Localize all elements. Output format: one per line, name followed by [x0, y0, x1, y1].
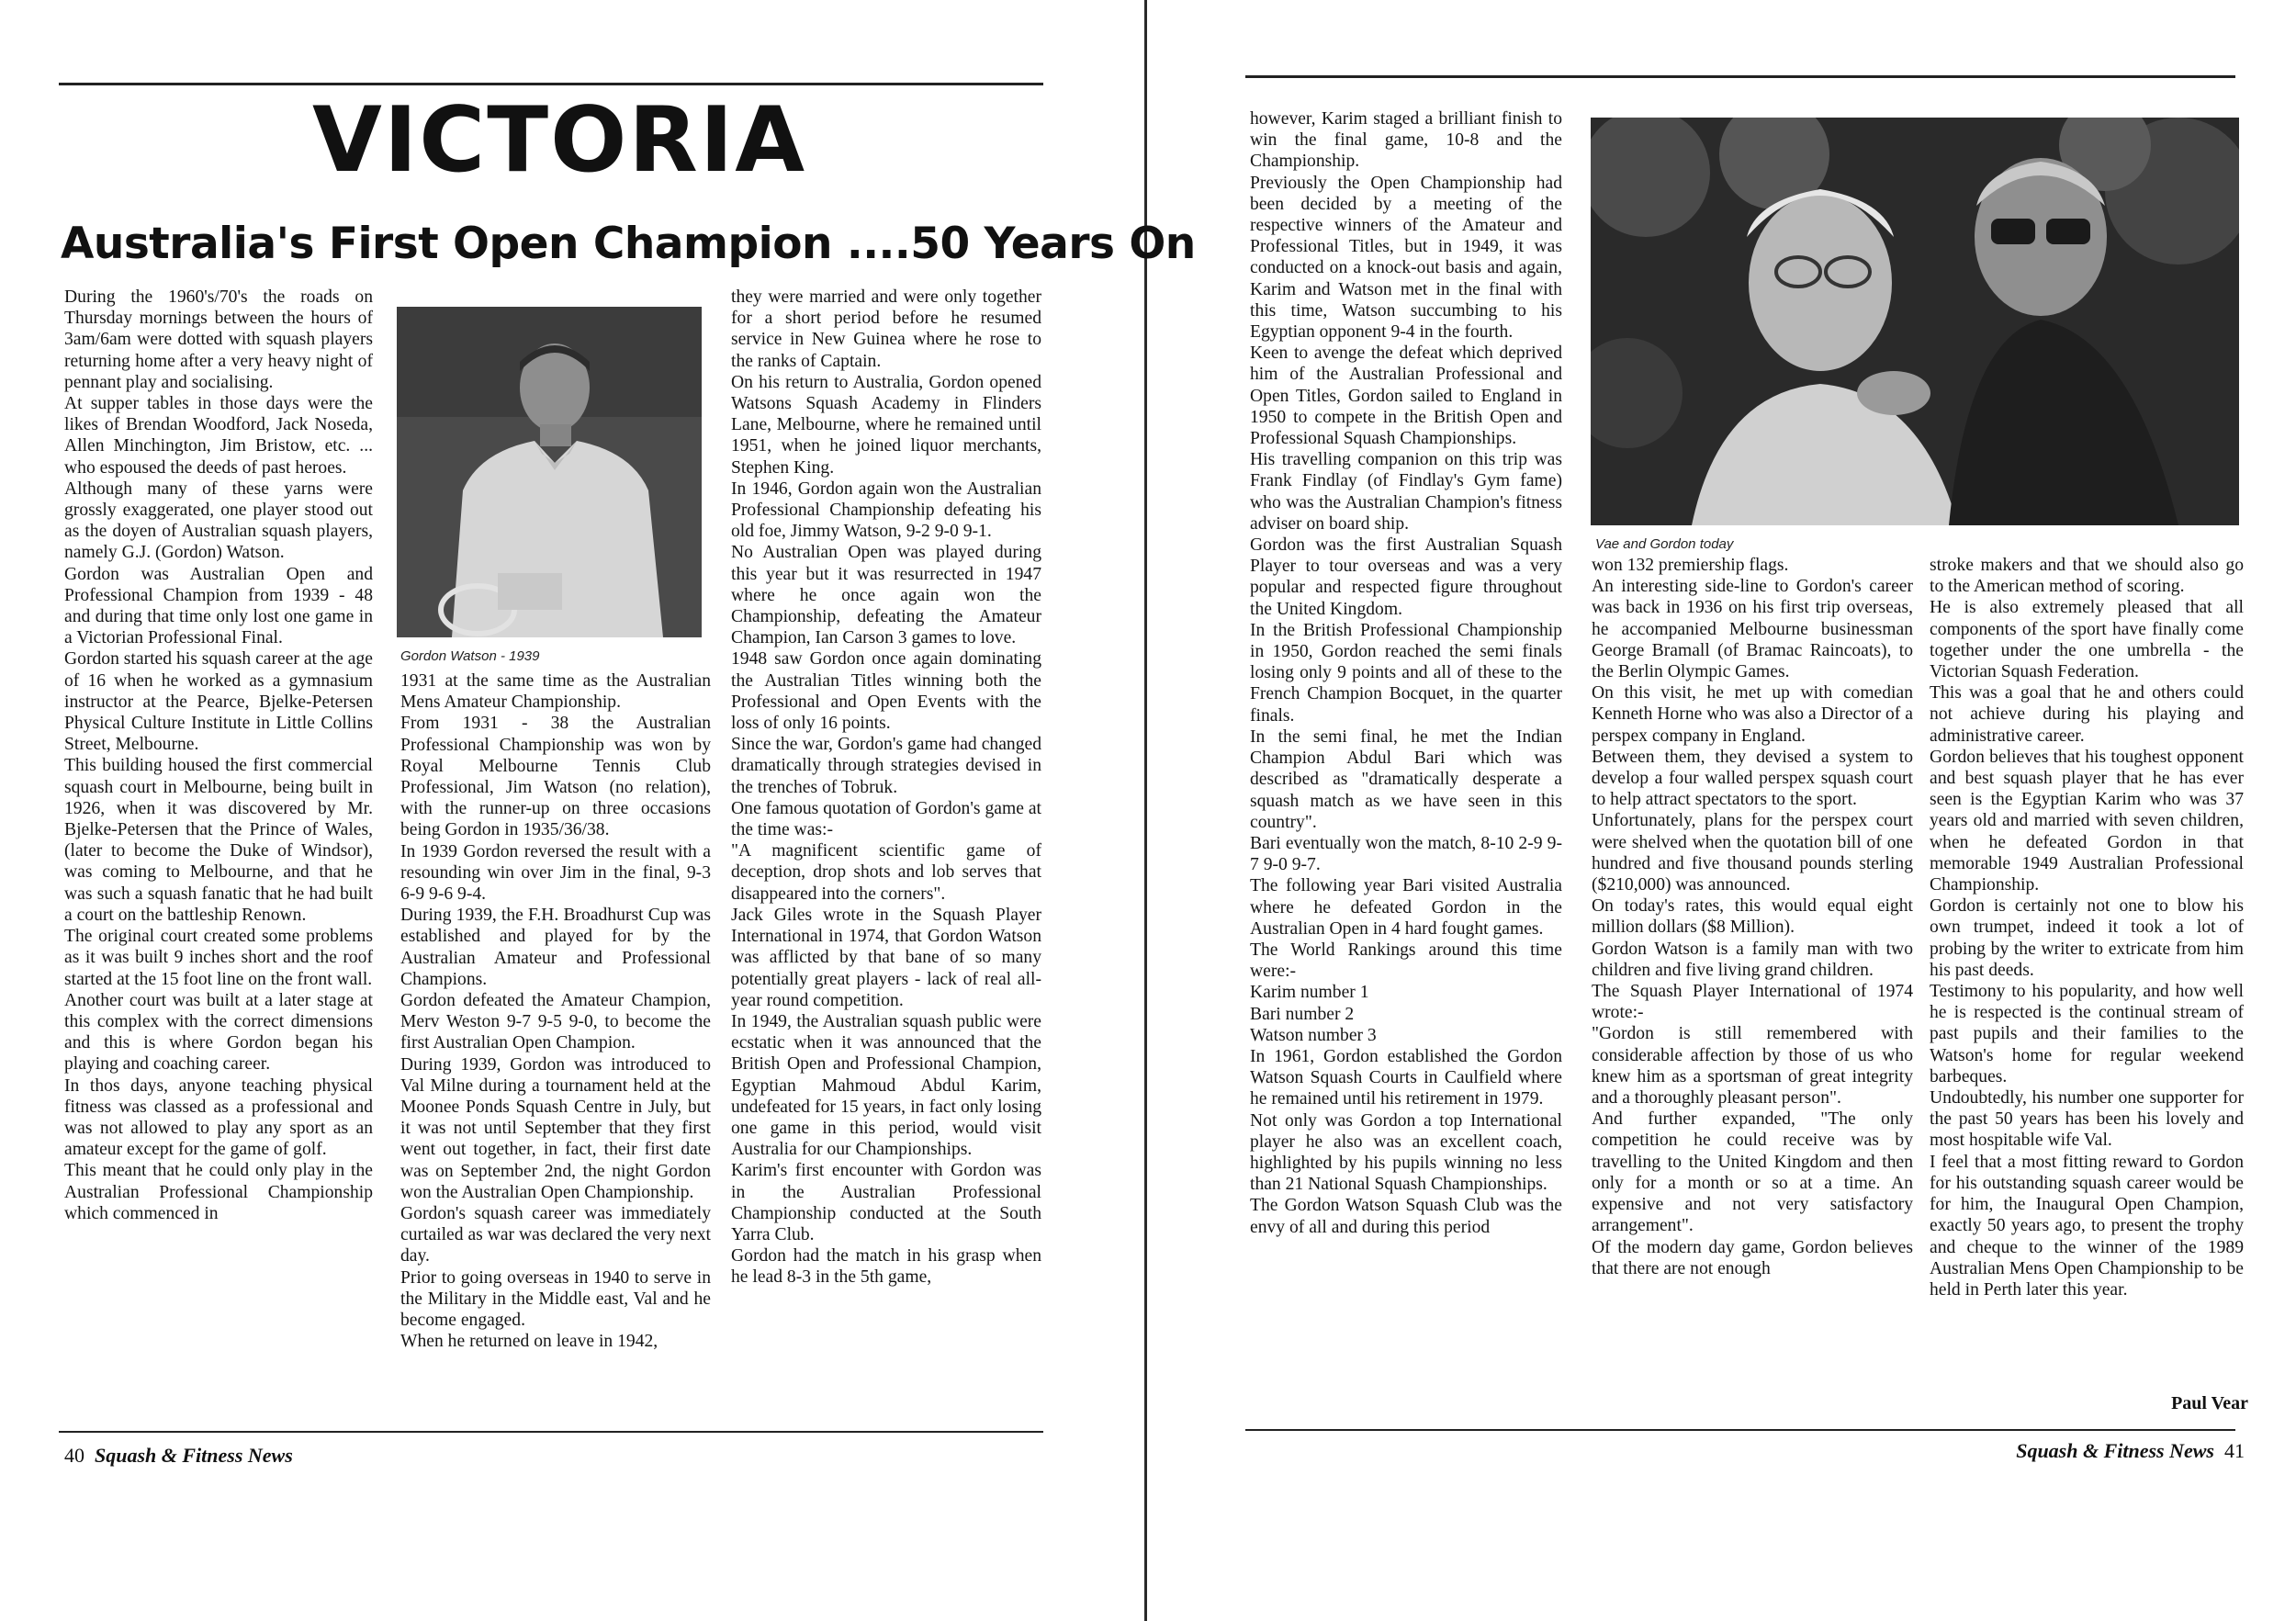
- paragraph: won 132 premiership flags.: [1592, 556, 1789, 575]
- paragraph: Although many of these yarns were grossly exaggerated, one player stood out as the doyen of Australian squash players, namely G.J. (Gordon) Watson.: [64, 478, 373, 563]
- paragraph: One famous quotation of Gordon's game at the time was:-: [731, 798, 1041, 840]
- paragraph: In the British Professional Championship in 1950, Gordon reached the semi finals losing only 9 points and all of these to the French Champion Bocquet, in the quarter finals.: [1250, 620, 1562, 726]
- author-byline: Paul Vear: [2171, 1393, 2248, 1413]
- top-rule-left: [59, 83, 1043, 85]
- bottom-rule-left: [59, 1431, 1043, 1433]
- paragraph: Bari number 2: [1250, 1004, 1355, 1024]
- bottom-rule-right: [1245, 1429, 2235, 1431]
- photo-vae-and-gordon-today: [1591, 118, 2239, 525]
- paragraph: Testimony to his popularity, and how well he is respected is the continual stream of past pupils and their families to the Watson's home for regular weekend barbeques.: [1930, 982, 2244, 1086]
- paragraph: Jack Giles wrote in the Squash Player International in 1974, that Gordon Watson was afflicted by that bane of so many potentially great players - lack of real all-year round competition.: [731, 905, 1041, 1010]
- paragraph: Gordon defeated the Amateur Champion, Merv Weston 9-7 9-5 9-0, to become the first Australian Open Champion.: [400, 991, 711, 1053]
- paragraph: Gordon started his squash career at the age of 16 when he worked as a gymnasium instructor at the Pearce, Bjelke-Petersen Physical Culture Institute in Little Collins Street, Melbourne.: [64, 649, 373, 755]
- paragraph: Gordon was Australian Open and Professional Champion from 1939 - 48 and during that time only lost one game in a Victorian Professional Final.: [64, 564, 373, 648]
- paragraph: Keen to avenge the defeat which deprived him of the Australian Professional and Open Titles, Gordon sailed to England in 1950 to compete in the British Open and Professional Squash Championships.: [1250, 343, 1562, 449]
- paragraph: The original court created some problems as it was built 9 inches short and the roof started at the 15 foot line on the front wall.: [64, 927, 373, 989]
- paragraph: He is also extremely pleased that all components of the sport have finally come together under the one umbrella - the Victorian Squash Federation.: [1930, 598, 2244, 682]
- paragraph: No Australian Open was played during this year but it was resurrected in 1947 where he once again won the Championship, defeating the Amateur Champion, Ian Carson 3 games to love.: [731, 543, 1041, 648]
- paragraph: Bari eventually won the match, 8-10 2-9 9-7 9-0 9-7.: [1250, 833, 1562, 875]
- paragraph: In thos days, anyone teaching physical fitness was classed as a professional and was not allowed to play any sport as an amateur except for the game of golf.: [64, 1075, 373, 1160]
- paragraph: "A magnificent scientific game of deception, drop shots and lob serves that disappeared into the corners".: [731, 841, 1041, 904]
- paragraph: they were married and were only together for a short period before he resumed service in New Guinea where he rose to the ranks of Captain.: [731, 287, 1041, 371]
- paragraph: Gordon believes that his toughest opponent and best squash player that he has ever seen is the Egyptian Karim who was 37 years old and married with seven children, when he defeated Gordon in that memorable 1949 Australian Professional Championship.: [1930, 747, 2244, 895]
- paragraph: Not only was Gordon a top International player he also was an excellent coach, highlighted by his pupils winning no less than 21 National Squash Championships.: [1250, 1110, 1562, 1195]
- article-headline: Australia's First Open Champion ....50 Years On: [61, 219, 1196, 269]
- footer-left: [64, 1444, 293, 1468]
- right-page-column-1: [1250, 108, 1562, 1238]
- paragraph: An interesting side-line to Gordon's career was back in 1936 on his first trip overseas, he accompanied Melbourne businessman George Bramall (of Bramac Raincoats), to the Berlin Olympic Games.: [1592, 577, 1913, 682]
- paragraph: In 1946, Gordon again won the Australian Professional Championship defeating his old foe, Jimmy Watson, 9-2 9-0 9-1.: [731, 478, 1041, 542]
- paragraph: stroke makers and that we should also go to the American method of scoring.: [1930, 556, 2244, 597]
- paragraph: Gordon had the match in his grasp when he lead 8-3 in the 5th game,: [731, 1246, 1041, 1288]
- paragraph: 1948 saw Gordon once again dominating the Australian Titles winning both the Professional and Open Events with the loss of only 16 points.: [731, 649, 1041, 734]
- paragraph: During 1939, Gordon was introduced to Val Milne during a tournament held at the Moonee Ponds Squash Centre in July, but it was not until September that they first went out together, in fact, their first date was on September 2nd, the night Gordon won the Australian Open Championship.: [400, 1054, 711, 1202]
- paragraph: Karim number 1: [1250, 983, 1369, 1003]
- paragraph: Gordon is certainly not one to blow his own trumpet, indeed it took a lot of probing by the writer to extricate from him his past deeds.: [1930, 896, 2244, 980]
- paragraph: I feel that a most fitting reward to Gordon for his outstanding squash career would be for him, the Inaugural Open Champion, exactly 50 years ago, to present the trophy and cheque to the winner of the 1989 Australian Mens Open Championship to be held in Perth later this year.: [1930, 1152, 2244, 1300]
- paragraph: On his return to Australia, Gordon opened Watsons Squash Academy in Flinders Lane, Melbourne, where he remained until 1951, when he joined liquor merchants, Stephen King.: [731, 372, 1041, 478]
- paragraph: Watson number 3: [1250, 1025, 1377, 1045]
- paragraph: Gordon was the first Australian Squash Player to tour overseas and was a very popular and respected figure throughout the United Kingdom.: [1250, 535, 1562, 619]
- paragraph: The Gordon Watson Squash Club was the envy of all and during this period: [1250, 1196, 1562, 1237]
- paragraph: Prior to going overseas in 1940 to serve in the Military in the Middle east, Val and he become engaged.: [400, 1267, 711, 1331]
- page-number: 40: [64, 1444, 84, 1467]
- paragraph: Of the modern day game, Gordon believes that there are not enough: [1592, 1237, 1913, 1278]
- paragraph: 1931 at the same time as the Australian Mens Amateur Championship.: [400, 671, 711, 713]
- paragraph: Unfortunately, plans for the perspex court were shelved when the quotation bill of one hundred and five thousand pounds sterling ($210,000) was announced.: [1592, 811, 1913, 895]
- paragraph: In the semi final, he met the Indian Champion Abdul Bari which was described as "dramatically desperate a squash match as we have seen in this country".: [1250, 726, 1562, 832]
- paragraph: His travelling companion on this trip was Frank Findlay (of Findlay's Gym fame) who was the Australian Champion's fitness adviser on board ship.: [1250, 450, 1562, 534]
- paragraph: however, Karim staged a brilliant finish to win the final game, 10-8 and the Championship.: [1250, 109, 1562, 172]
- paragraph: On this visit, he met up with comedian Kenneth Horne who was also a Director of a perspex company in England.: [1592, 683, 1913, 746]
- paragraph: During the 1960's/70's the roads on Thursday mornings between the hours of 3am/6am were dotted with squash players returning home after a very heavy night of pennant play and socialising.: [64, 287, 373, 392]
- paragraph: Undoubtedly, his number one supporter for the past 50 years has been his lovely and most hospitable wife Val.: [1930, 1088, 2244, 1151]
- top-rule-right: [1245, 75, 2235, 78]
- paragraph: In 1949, the Australian squash public were ecstatic when it was announced that the British Open and Professional Champion, Egyptian Mahmoud Abdul Karim, undefeated for 15 years, in fact only losing one game in this period, would visit Australia for our Championships.: [731, 1011, 1041, 1160]
- paragraph: And further expanded, "The only competition he could receive was by travelling to the United Kingdom and then only for a month or so at a time. An expensive and not very satisfactory arrangement".: [1592, 1109, 1913, 1236]
- paragraph: This meant that he could only play in the Australian Professional Championship which commenced in: [64, 1161, 373, 1223]
- paragraph: This building housed the first commercial squash court in Melbourne, being built in 1926, when it was discovered by Mr. Bjelke-Petersen that the Prince of Wales, (later to become the Duke of Windsor), was coming to Melbourne, and that he was such a squash fanatic that he had built a court on the battleship Renown.: [64, 756, 373, 925]
- paragraph: Between them, they devised a system to develop a four walled perspex squash court to help attract spectators to the sport.: [1592, 747, 1913, 810]
- paragraph: From 1931 - 38 the Australian Professional Championship was won by Royal Melbourne Tennis Club Professional, Jim Watson (no relation), with the runner-up on three occasions being Gordon in 1935/36/38.: [400, 714, 711, 840]
- paragraph: On today's rates, this would equal eight million dollars ($8 Million).: [1592, 896, 1913, 938]
- paragraph: The World Rankings around this time were:-: [1250, 940, 1562, 982]
- section-title: VICTORIA: [312, 88, 807, 193]
- paragraph: This was a goal that he and others could not achieve during his playing and administrative career.: [1930, 683, 2244, 746]
- paragraph: Another court was built at a later stage at this complex with the correct dimensions and this is where Gordon began his playing and coaching career.: [64, 990, 373, 1075]
- footer-right: [2016, 1439, 2245, 1463]
- left-page-column-2: [400, 670, 711, 1353]
- publication-name: Squash & Fitness News: [95, 1444, 293, 1467]
- paragraph: "Gordon is still remembered with considerable affection by those of us who knew him as a sportsman of great integrity and a thoroughly pleasant person".: [1592, 1024, 1913, 1109]
- publication-name: Squash & Fitness News: [2016, 1439, 2214, 1462]
- paragraph: Gordon Watson is a family man with two children and five living grand children.: [1592, 939, 1913, 980]
- paragraph: In 1961, Gordon established the Gordon Watson Squash Courts in Caulfield where he remained until his retirement in 1979.: [1250, 1046, 1562, 1109]
- paragraph: When he returned on leave in 1942,: [400, 1332, 658, 1352]
- paragraph: The following year Bari visited Australia where he defeated Gordon in the Australian Open in 4 hard fought games.: [1250, 876, 1562, 939]
- photo-caption-right: Vae and Gordon today: [1595, 536, 1734, 552]
- paragraph: The Squash Player International of 1974 wrote:-: [1592, 982, 1913, 1023]
- paragraph: At supper tables in those days were the likes of Brendan Woodford, Jack Noseda, Allen Minchington, Jim Bristow, etc. ... who espoused the deeds of past heroes.: [64, 394, 373, 478]
- paragraph: Gordon's squash career was immediately curtailed as war was declared the very next day.: [400, 1204, 711, 1266]
- paragraph: Since the war, Gordon's game had changed dramatically through strategies devised in the trenches of Tobruk.: [731, 735, 1041, 797]
- photo-gordon-watson-1939: [397, 307, 702, 637]
- right-page-column-2: [1592, 555, 1913, 1279]
- photo-caption-left: Gordon Watson - 1939: [400, 648, 540, 664]
- paragraph: In 1939 Gordon reversed the result with a resounding win over Jim in the final, 9-3 6-9 9-6 9-4.: [400, 841, 711, 905]
- right-page-column-3: [1930, 555, 2244, 1300]
- paragraph: Previously the Open Championship had been decided by a meeting of the respective winners of the Amateur and Professional Titles, but in 1949, it was conducted on a knock-out basis and again, Karim and Watson met in the final with this time, Watson succumbing to his Egyptian opponent 9-4 in the fourth.: [1250, 173, 1562, 343]
- page-number: 41: [2224, 1439, 2245, 1462]
- left-page-column-1: [64, 287, 373, 1224]
- left-page-column-3: [731, 287, 1041, 1289]
- paragraph: During 1939, the F.H. Broadhurst Cup was established and played for by the Australian Amateur and Professional Champions.: [400, 906, 711, 989]
- paragraph: Karim's first encounter with Gordon was in the Australian Professional Championship conducted at the South Yarra Club.: [731, 1161, 1041, 1244]
